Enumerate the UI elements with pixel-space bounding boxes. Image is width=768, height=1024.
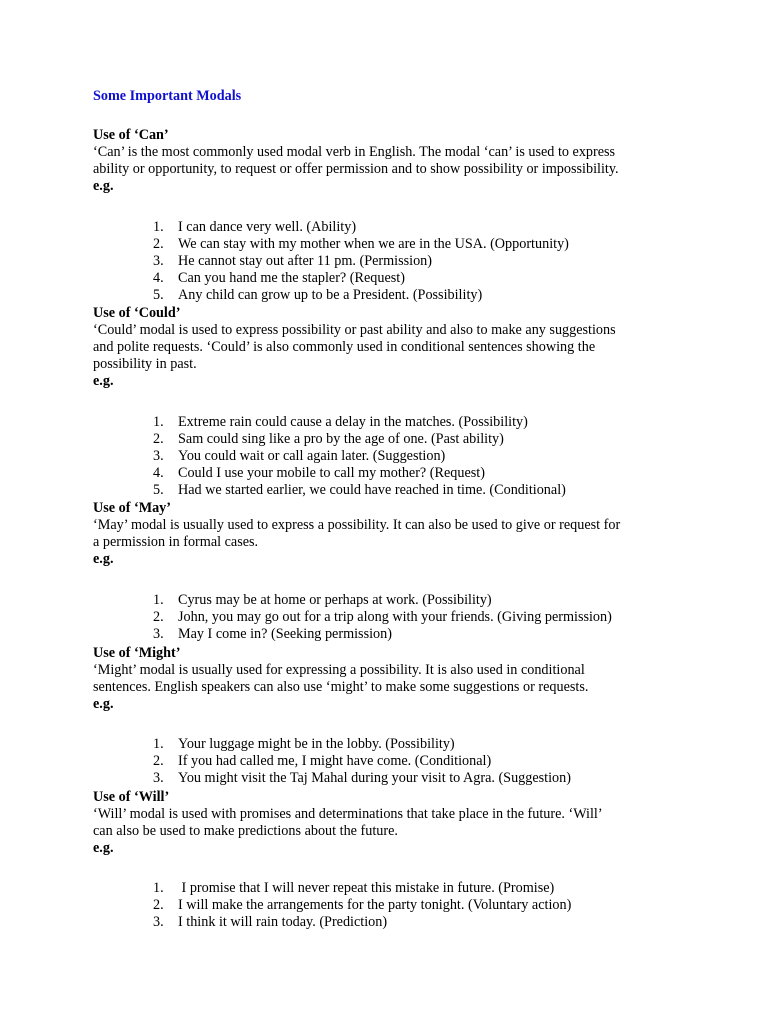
section-line: ‘Could’ modal is used to express possibility or past ability and also to make any suggestions — [93, 322, 616, 338]
item-number: 1. — [153, 736, 164, 752]
item-text: He cannot stay out after 11 pm. (Permission) — [178, 253, 433, 269]
list-item — [153, 482, 713, 499]
eg-label: e.g. — [93, 551, 114, 567]
example-list-can — [153, 219, 713, 304]
item-text: If you had called me, I might have come. (Conditional) — [178, 753, 492, 769]
list-item — [153, 736, 713, 753]
list-item — [153, 414, 713, 431]
example-list-may — [153, 592, 713, 643]
item-number: 3. — [153, 914, 164, 930]
example-list-will — [153, 880, 713, 931]
list-item — [153, 753, 713, 770]
section-can — [93, 127, 683, 195]
section-will — [93, 789, 683, 857]
section-line: can also be used to make predictions about the future. — [93, 823, 398, 839]
item-number: 5. — [153, 482, 164, 498]
item-text: I will make the arrangements for the party tonight. (Voluntary action) — [178, 897, 572, 913]
section-heading: Use of ‘May’ — [93, 500, 172, 516]
item-text: We can stay with my mother when we are in the USA. (Opportunity) — [178, 236, 569, 252]
item-text: You might visit the Taj Mahal during your visit to Agra. (Suggestion) — [178, 770, 571, 786]
section-line: ‘May’ modal is usually used to express a possibility. It can also be used to give or request for — [93, 517, 621, 533]
document-title: Some Important Modals — [93, 88, 242, 104]
section-could — [93, 305, 683, 390]
eg-label: e.g. — [93, 178, 114, 194]
list-item — [153, 897, 713, 914]
item-number: 5. — [153, 287, 164, 303]
item-number: 2. — [153, 236, 164, 252]
item-number: 3. — [153, 770, 164, 786]
section-line: and polite requests. ‘Could’ is also commonly used in conditional sentences showing the — [93, 339, 596, 355]
item-text: Cyrus may be at home or perhaps at work. (Possibility) — [178, 592, 492, 608]
item-text: I can dance very well. (Ability) — [178, 219, 357, 235]
example-list-might — [153, 736, 713, 787]
item-number: 2. — [153, 431, 164, 447]
item-number: 2. — [153, 609, 164, 625]
section-heading: Use of ‘Can’ — [93, 127, 169, 143]
item-text: Extreme rain could cause a delay in the matches. (Possibility) — [178, 414, 528, 430]
item-number: 1. — [153, 219, 164, 235]
eg-label: e.g. — [93, 696, 114, 712]
list-item — [153, 219, 713, 236]
item-text: Could I use your mobile to call my mother? (Request) — [178, 465, 485, 481]
section-heading: Use of ‘Might’ — [93, 645, 181, 661]
item-number: 1. — [153, 880, 164, 896]
list-item — [153, 465, 713, 482]
item-number: 3. — [153, 448, 164, 464]
item-text: I think it will rain today. (Prediction) — [178, 914, 388, 930]
list-item — [153, 236, 713, 253]
item-text: I promise that I will never repeat this mistake in future. (Promise) — [178, 880, 555, 896]
item-number: 2. — [153, 753, 164, 769]
item-text: May I come in? (Seeking permission) — [178, 626, 392, 642]
item-number: 1. — [153, 592, 164, 608]
list-item — [153, 287, 713, 304]
list-item — [153, 253, 713, 270]
section-line: a permission in formal cases. — [93, 534, 259, 550]
item-text: Had we started earlier, we could have reached in time. (Conditional) — [178, 482, 566, 498]
item-number: 2. — [153, 897, 164, 913]
item-number: 3. — [153, 626, 164, 642]
section-might — [93, 645, 683, 713]
list-item — [153, 592, 713, 609]
list-item — [153, 609, 713, 626]
section-line: ability or opportunity, to request or offer permission and to show possibility or impossibility. — [93, 161, 619, 177]
item-number: 4. — [153, 270, 164, 286]
item-number: 3. — [153, 253, 164, 269]
list-item — [153, 626, 713, 643]
list-item — [153, 880, 713, 897]
list-item — [153, 914, 713, 931]
example-list-could — [153, 414, 713, 499]
section-heading: Use of ‘Could’ — [93, 305, 181, 321]
section-heading: Use of ‘Will’ — [93, 789, 170, 805]
section-line: sentences. English speakers can also use ‘might’ to make some suggestions or requests. — [93, 679, 589, 695]
item-text: Your luggage might be in the lobby. (Possibility) — [178, 736, 455, 752]
item-text: Sam could sing like a pro by the age of one. (Past ability) — [178, 431, 504, 447]
item-text: Any child can grow up to be a President. (Possibility) — [178, 287, 483, 303]
list-item — [153, 448, 713, 465]
item-number: 1. — [153, 414, 164, 430]
item-text: John, you may go out for a trip along with your friends. (Giving permission) — [178, 609, 612, 625]
section-line: ‘Might’ modal is usually used for expressing a possibility. It is also used in conditional — [93, 662, 585, 678]
section-may — [93, 500, 683, 568]
item-text: Can you hand me the stapler? (Request) — [178, 270, 405, 286]
item-number: 4. — [153, 465, 164, 481]
eg-label: e.g. — [93, 840, 114, 856]
item-text: You could wait or call again later. (Suggestion) — [178, 448, 446, 464]
list-item — [153, 270, 713, 287]
section-line: possibility in past. — [93, 356, 197, 372]
eg-label: e.g. — [93, 373, 114, 389]
section-line: ‘Will’ modal is used with promises and determinations that take place in the future. ‘Will’ — [93, 806, 603, 822]
section-line: ‘Can’ is the most commonly used modal verb in English. The modal ‘can’ is used to express — [93, 144, 616, 160]
list-item — [153, 431, 713, 448]
list-item — [153, 770, 713, 787]
